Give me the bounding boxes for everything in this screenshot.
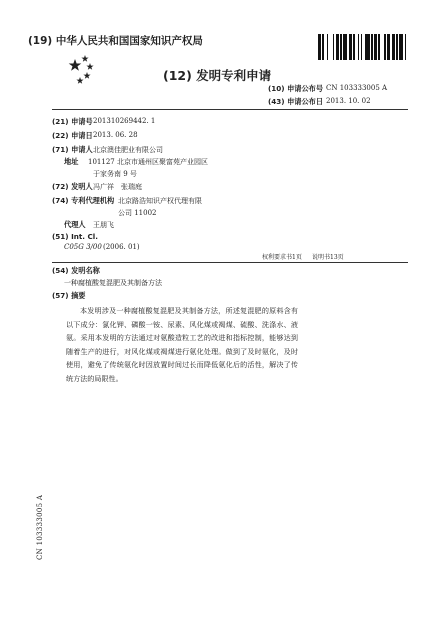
inventor-label: (72) 发明人 (52, 182, 93, 191)
mid-rule (52, 262, 408, 263)
description-pages: 说明书13页 (312, 254, 344, 261)
address-line-2: 于家务南 9 号 (93, 170, 137, 178)
publication-date-label: (43) 申请公布日 (268, 97, 324, 106)
int-cl-year: (2006. 01) (103, 243, 140, 251)
header-rule (52, 109, 408, 110)
abstract-label: (57) 摘要 (52, 291, 86, 300)
address-label: 地址 (64, 157, 79, 166)
agent: 王朋飞 (93, 221, 114, 229)
applicant: 北京澳佳肥业有限公司 (93, 146, 163, 154)
filing-date-label: (22) 申请日 (52, 131, 93, 140)
address-line-1: 101127 北京市通州区聚富苑产业园区 (88, 158, 208, 166)
publication-date: 2013. 10. 02 (326, 97, 371, 105)
document-kind: (12) 发明专利申请 (163, 68, 272, 83)
int-cl-label: (51) Int. Cl. (52, 232, 99, 241)
int-cl-code: C05G 3/00 (64, 243, 102, 251)
invention-title: 一种腐植酸复混肥及其制备方法 (64, 279, 162, 287)
inventors: 冯广祥 张瑞庭 (93, 183, 142, 191)
agency-line-1: 北京路浩知识产权代理有限 (118, 197, 202, 205)
abstract-text: 本发明涉及一种腐植酸复混肥及其制备方法，所述复混肥的原料含有以下成分：氯化钾、磷酸一铵、尿素、风化煤或褐煤、硫酸、洗涤水、液氨。采用本发明的方法通过对氨酸造粒工艺的改进和指标控制，能够达到随着生产的进行，对风化煤或褐煤进行氨化处理。做到了及时氨化，及时使用，避免了传统氨化时因放置时间过长而降低氨化后的活性，解决了传统方法的局限性。 (66, 306, 298, 383)
emblem-stars-icon (68, 53, 108, 85)
publication-number: CN 103333005 A (326, 84, 388, 92)
applicant-label: (71) 申请人 (52, 145, 93, 154)
publication-number-label: (10) 申请公布号 (268, 84, 324, 93)
barcode (318, 34, 410, 60)
side-publication-number: CN 103333005 A (36, 494, 44, 560)
agency-line-2: 公司 11002 (118, 209, 157, 217)
application-number-label: (21) 申请号 (52, 117, 93, 126)
application-number: 201310269442. 1 (93, 117, 156, 125)
agency-label: (74) 专利代理机构 (52, 196, 115, 205)
agent-label: 代理人 (64, 220, 86, 229)
filing-date: 2013. 06. 28 (93, 131, 138, 139)
claims-pages: 权利要求书1页 (262, 254, 302, 261)
invention-title-label: (54) 发明名称 (52, 266, 100, 275)
office-name: (19) 中华人民共和国国家知识产权局 (28, 35, 203, 47)
